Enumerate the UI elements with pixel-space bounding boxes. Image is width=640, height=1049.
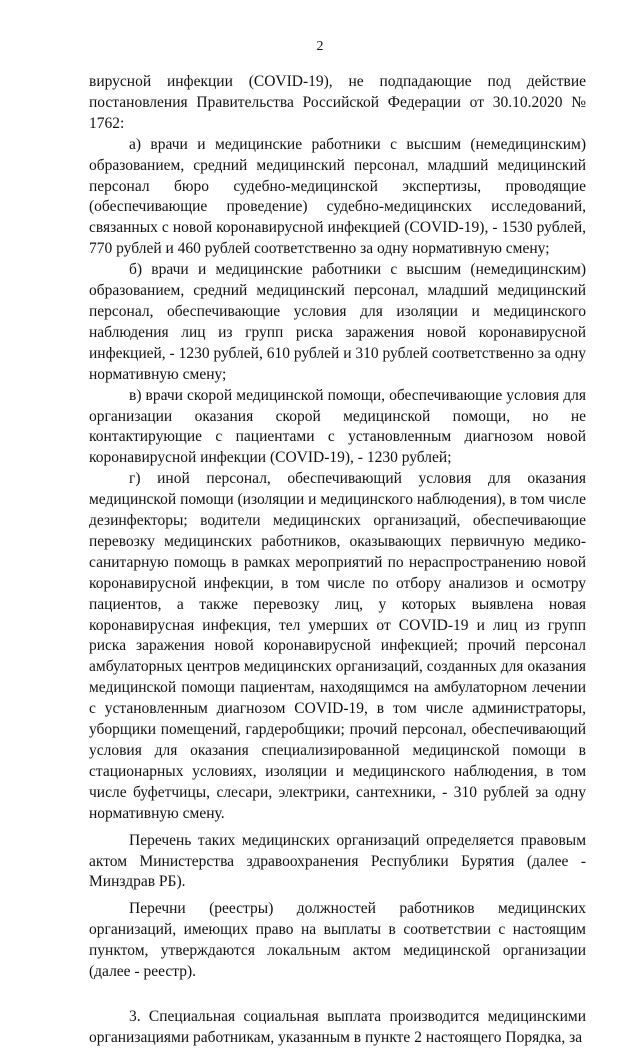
paragraph-item-g: г) иной персонал, обеспечивающий условия для оказания медицинской помощи (изоляции и медицинского наблюдения), в том числе дезинфекторы; водители медицинских организаций, обеспечивающие перевозку медицинских работников, оказывающих первичную медико-санитарную помощь в рамках мероприятий по нераспространению новой коронавирусной инфекции, в том числе по отбору анализов и осмотру пациентов, а также перевозку лиц, у которых выявлена новая коронавирусная инфекция, тел умерших от COVID-19 и лиц из групп риска заражения новой коронавирусной инфекцией; прочий персонал амбулаторных центров медицинских организаций, созданных для оказания медицинской помощи пациентам, находящимся на амбулаторном лечении с установленным диагнозом COVID-19, в том числе администраторы, уборщики помещений, гардеробщики; прочий персонал, обеспечивающий условия для оказания специализированной медицинской помощи в стационарных условиях, изоляции и медицинского наблюдения, в том числе буфетчицы, слесари, электрики, сантехники, - 310 рублей за одну нормативную смену. (89, 470, 586, 822)
page-number: 2 (316, 39, 324, 54)
document-body (89, 72, 586, 1049)
paragraph-organizations-list: Перечень таких медицинских организаций определяется правовым актом Министерства здравоохранения Республики Бурятия (далее - Минздрав РБ). (89, 831, 586, 891)
paragraph-continuation: вирусной инфекции (COVID-19), не подпадающие под действие постановления Правительства Российской Федерации от 30.10.2020 № 1762: (89, 73, 586, 132)
paragraph-section-3: 3. Специальная социальная выплата производится медицинскими организациями работникам, указанным в пункте 2 настоящего Порядка, за (89, 1007, 586, 1046)
paragraph-registry: Перечни (реестры) должностей работников медицинских организаций, имеющих право на выплаты в соответствии с настоящим пунктом, утверждаются локальным актом медицинской организации (далее - реестр). (89, 900, 586, 981)
paragraph-item-v: в) врачи скорой медицинской помощи, обеспечивающие условия для организации оказания скорой медицинской помощи, но не контактирующие с пациентами с установленным диагнозом новой коронавирусной инфекции (COVID-19), - 1230 рублей; (89, 386, 586, 467)
paragraph-item-b: б) врачи и медицинские работники с высшим (немедицинским) образованием, средний медицинский персонал, младший медицинский персонал, обеспечивающие условия для изоляции и медицинского наблюдения лиц из групп риска заражения новой коронавирусной инфекцией, - 1230 рублей, 610 рублей и 310 рублей соответственно за одну нормативную смену; (89, 261, 586, 383)
paragraph-item-a: а) врачи и медицинские работники с высшим (немедицинским) образованием, средний медицинский персонал, младший медицинский персонал бюро судебно-медицинской экспертизы, проводящие (обеспечивающие проведение) судебно-медицинских исследований, связанных с новой коронавирусной инфекцией (COVID-19), - 1530 рублей, 770 рублей и 460 рублей соответственно за одну нормативную смену; (89, 135, 586, 258)
